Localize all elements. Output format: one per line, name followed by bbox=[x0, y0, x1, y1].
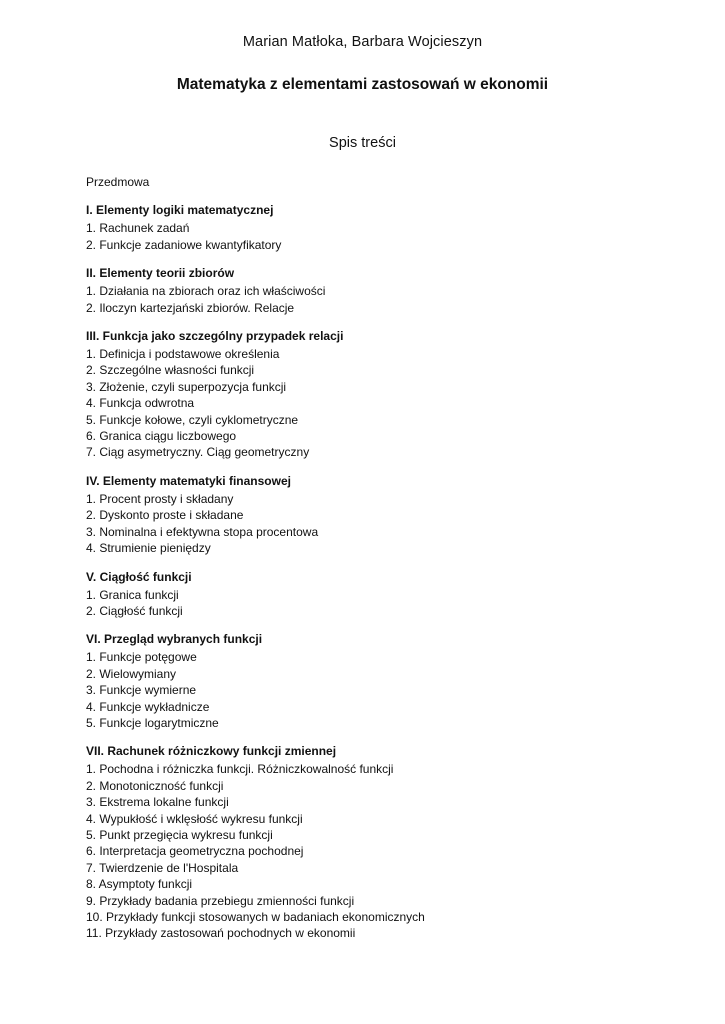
toc-item: 4. Funkcja odwrotna bbox=[86, 396, 195, 411]
chapter-title: V. Ciągłość funkcji bbox=[86, 569, 192, 584]
toc-chapter bbox=[86, 265, 686, 316]
toc-item: 4. Funkcje wykładnicze bbox=[86, 699, 210, 714]
toc-item: 2. Ciągłość funkcji bbox=[86, 603, 183, 618]
toc-item: 4. Wypukłość i wklęsłość wykresu funkcji bbox=[86, 811, 303, 826]
toc-item: 3. Ekstrema lokalne funkcji bbox=[86, 795, 229, 810]
toc-item: 1. Funkcje potęgowe bbox=[86, 650, 197, 665]
chapter-title: II. Elementy teorii zbiorów bbox=[86, 266, 235, 281]
toc-item: 5. Punkt przegięcia wykresu funkcji bbox=[86, 827, 273, 842]
toc-chapter bbox=[86, 569, 686, 620]
toc-item: 3. Złożenie, czyli superpozycja funkcji bbox=[86, 379, 287, 394]
toc-item: 2. Dyskonto proste i składane bbox=[86, 508, 244, 523]
toc-item: 10. Przykłady funkcji stosowanych w badaniach ekonomicznych bbox=[86, 910, 425, 924]
toc-item: 1. Pochodna i różniczka funkcji. Różniczkowalność funkcji bbox=[86, 762, 394, 777]
toc-item: 1. Granica funkcji bbox=[86, 587, 179, 602]
toc-item: 4. Strumienie pieniędzy bbox=[86, 541, 211, 556]
authors-line: Marian Matłoka, Barbara Wojcieszyn bbox=[242, 34, 483, 50]
toc-chapter bbox=[86, 202, 686, 253]
toc-chapter bbox=[86, 473, 686, 557]
toc-item: 7. Twierdzenie de l'Hospitala bbox=[86, 860, 239, 875]
toc-item: 2. Szczególne własności funkcji bbox=[86, 363, 255, 378]
toc-chapter bbox=[86, 631, 686, 731]
toc-item: 3. Funkcje wymierne bbox=[86, 683, 197, 698]
toc-preface: Przedmowa bbox=[86, 175, 150, 189]
toc-chapter bbox=[86, 328, 686, 461]
table-of-contents bbox=[86, 174, 686, 954]
toc-heading: Spis treści bbox=[329, 135, 396, 151]
toc-item: 7. Ciąg asymetryczny. Ciąg geometryczny bbox=[86, 445, 310, 460]
toc-item: 3. Nominalna i efektywna stopa procentowa bbox=[86, 524, 319, 539]
toc-item: 2. Funkcje zadaniowe kwantyfikatory bbox=[86, 237, 282, 252]
chapter-title: III. Funkcja jako szczególny przypadek relacji bbox=[86, 329, 344, 344]
chapter-title: IV. Elementy matematyki finansowej bbox=[86, 473, 291, 488]
toc-item: 1. Rachunek zadań bbox=[86, 221, 190, 236]
toc-item: 2. Wielowymiany bbox=[86, 666, 177, 681]
toc-item: 2. Iloczyn kartezjański zbiorów. Relacje bbox=[86, 300, 295, 315]
chapter-title: I. Elementy logiki matematycznej bbox=[86, 203, 274, 218]
toc-item: 6. Granica ciągu liczbowego bbox=[86, 429, 237, 444]
toc-chapter bbox=[86, 743, 686, 941]
toc-item: 11. Przykłady zastosowań pochodnych w ekonomii bbox=[86, 926, 356, 941]
toc-item: 5. Funkcje logarytmiczne bbox=[86, 715, 219, 730]
toc-item: 6. Interpretacja geometryczna pochodnej bbox=[86, 844, 304, 859]
chapter-title: VI. Przegląd wybranych funkcji bbox=[86, 632, 263, 647]
toc-item: 1. Działania na zbiorach oraz ich właściwości bbox=[86, 284, 326, 299]
toc-item: 8. Asymptoty funkcji bbox=[86, 877, 193, 892]
toc-item: 5. Funkcje kołowe, czyli cyklometryczne bbox=[86, 412, 299, 427]
toc-item: 1. Procent prosty i składany bbox=[86, 491, 234, 506]
toc-item: 2. Monotoniczność funkcji bbox=[86, 778, 224, 793]
chapter-title: VII. Rachunek różniczkowy funkcji zmiennej bbox=[86, 744, 337, 759]
toc-item: 9. Przykłady badania przebiegu zmienności funkcji bbox=[86, 893, 355, 908]
book-title: Matematyka z elementami zastosowań w ekonomii bbox=[176, 76, 549, 93]
toc-item: 1. Definicja i podstawowe określenia bbox=[86, 347, 280, 362]
